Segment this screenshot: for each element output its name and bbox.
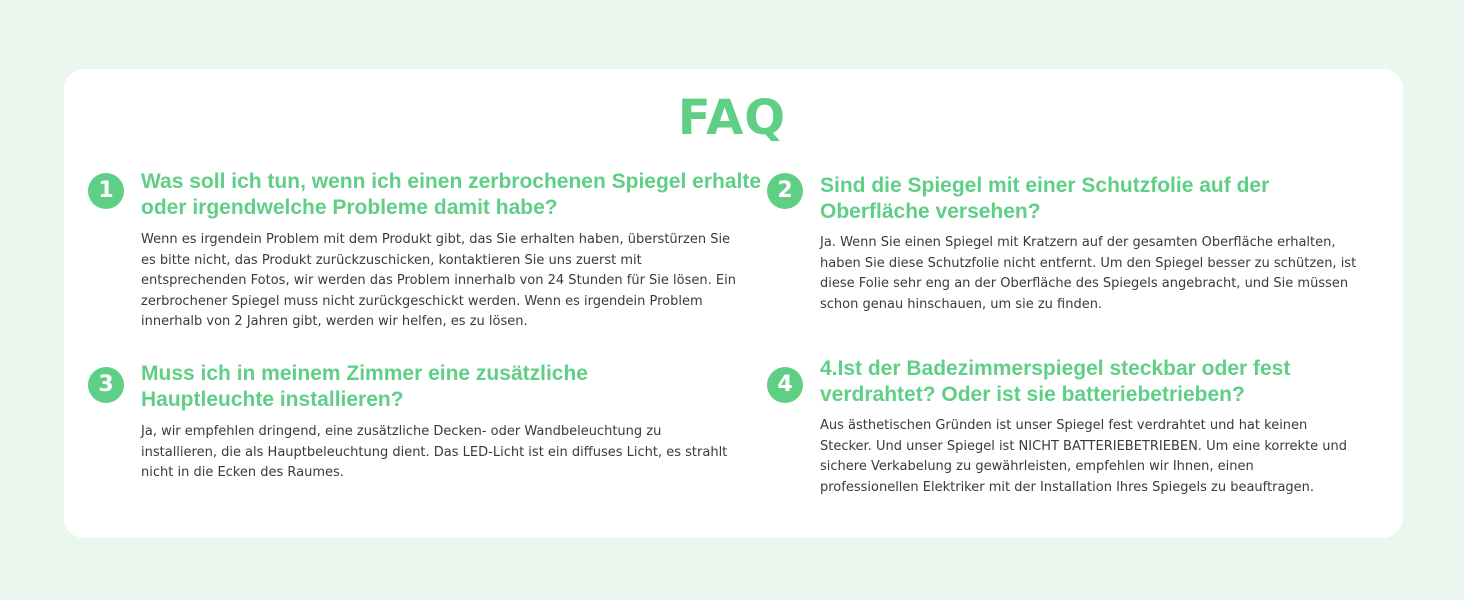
faq-question-2: Sind die Spiegel mit einer Schutzfolie auf der Oberfläche versehen? (820, 174, 1270, 223)
faq-question-1: Was soll ich tun, wenn ich einen zerbrochenen Spiegel erhalte oder irgendwelche Probleme damit habe? (141, 170, 762, 219)
faq-title: FAQ (677, 90, 787, 146)
faq-answer-4: Aus ästhetischen Gründen ist unser Spiegel fest verdrahtet und hat keinen Stecker. Und unser Spiegel ist NICHT BATTERIEBETRIEBEN. Um eine korrekte und sichere Verkabelung zu gewährleisten, empfehlen wir Ihnen, einen professionellen Elektriker mit der Installation Ihres Spiegels zu beauftragen. (820, 418, 1348, 495)
faq-answer-1: Wenn es irgendein Problem mit dem Produkt gibt, das Sie erhalten haben, überstürzen Sie es bitte nicht, das Produkt zurückzuschicken, kontaktieren Sie uns zuerst mit entsprechenden Fotos, wir werden das Problem innerhalb von 24 Stunden für Sie lösen. Ein zerbrochener Spiegel muss nicht zurückgeschickt werden. Wenn es irgendein Problem innerhalb von 2 Jahren gibt, werden wir helfen, es zu lösen. (141, 232, 736, 329)
number-4-icon: 4 (767, 367, 803, 403)
number-1-icon: 1 (88, 173, 124, 209)
number-2-icon: 2 (767, 173, 803, 209)
faq-question-3: Muss ich in meinem Zimmer eine zusätzliche Hauptleuchte installieren? (141, 362, 588, 411)
faq-answer-3: Ja, wir empfehlen dringend, eine zusätzliche Decken- oder Wandbeleuchtung zu installieren, die als Hauptbeleuchtung dient. Das LED-Licht ist ein diffuses Licht, es strahlt nicht in die Ecken des Raumes. (141, 424, 728, 480)
faq-question-4: 4.Ist der Badezimmerspiegel steckbar oder fest verdrahtet? Oder ist sie batteriebetrieben? (820, 357, 1291, 406)
number-3-icon: 3 (88, 367, 124, 403)
faq-answer-2: Ja. Wenn Sie einen Spiegel mit Kratzern auf der gesamten Oberfläche erhalten, haben Sie diese Schutzfolie nicht entfernt. Um den Spiegel besser zu schützen, ist diese Folie sehr eng an der Oberfläche des Spiegels angebracht, und Sie müssen schon genau hinschauen, um sie zu finden. (820, 235, 1357, 312)
